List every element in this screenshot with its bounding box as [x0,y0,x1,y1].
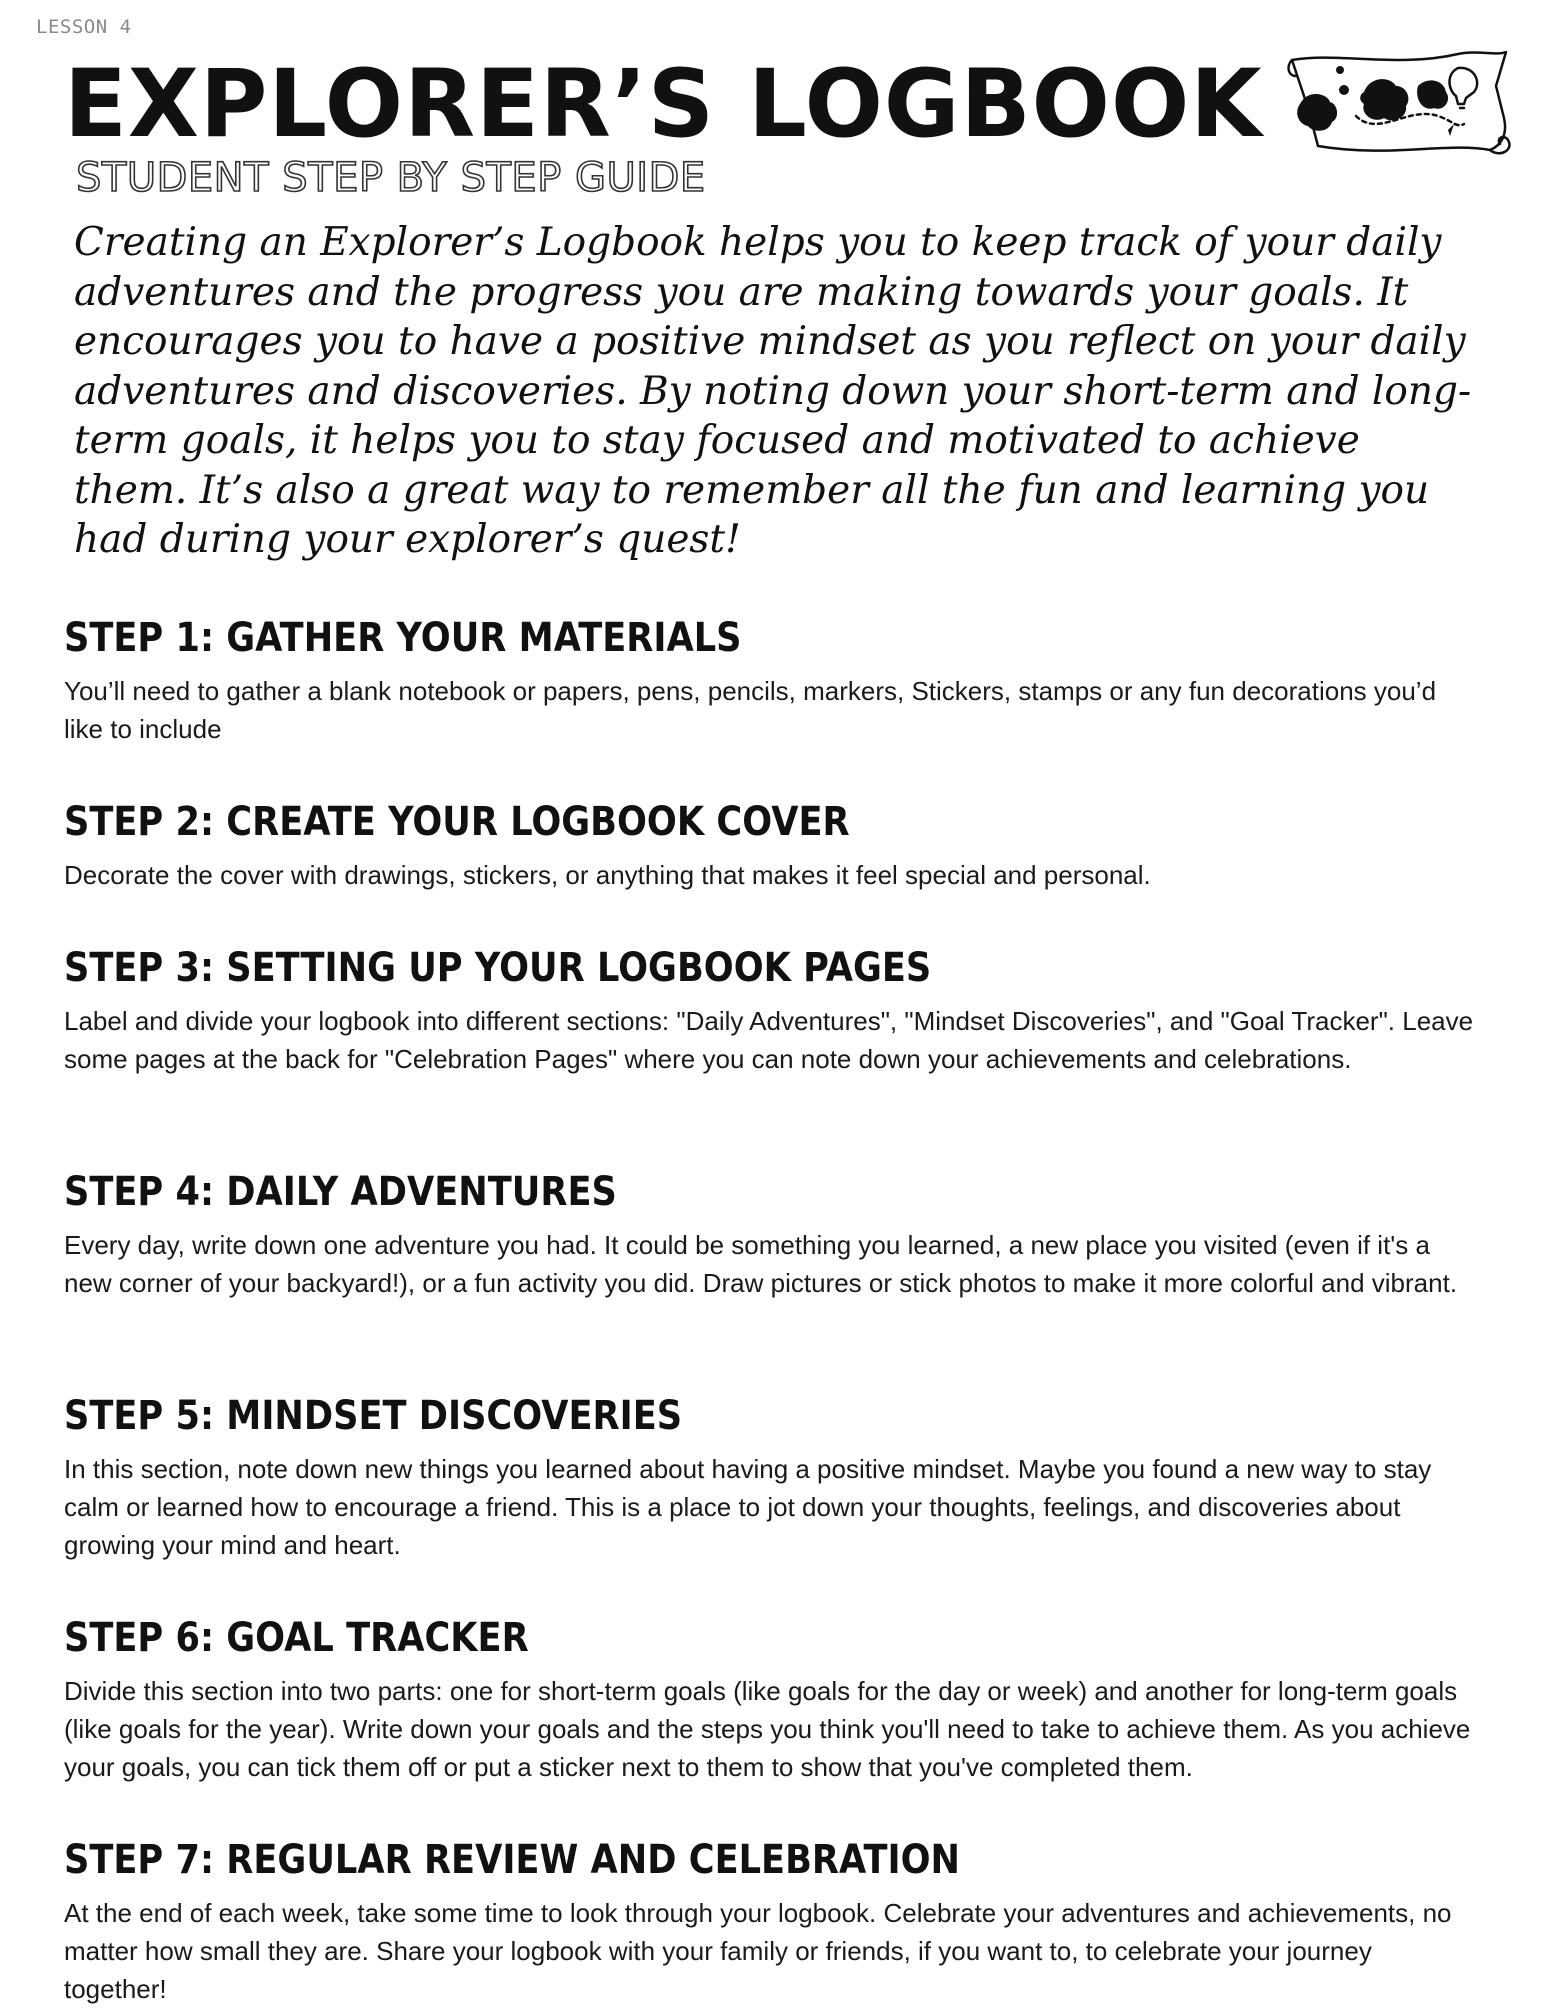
step-3-heading: STEP 3: SETTING UP YOUR LOGBOOK PAGES [64,945,932,991]
step-6 [64,1614,1474,1786]
step-6-heading: STEP 6: GOAL TRACKER [64,1615,529,1661]
step-1-heading: STEP 1: GATHER YOUR MATERIALS [64,615,742,661]
page-subtitle: STUDENT STEP BY STEP GUIDE [76,155,706,201]
step-4 [64,1168,1474,1302]
step-4-body: Every day, write down one adventure you had. It could be something you learned, a new place you visited (even if it's a new corner of your backyard!), or a fun activity you did. Draw pictures or stick photos to make it more colorful and vibrant. [64,1230,1458,1298]
step-5-heading: STEP 5: MINDSET DISCOVERIES [64,1393,683,1439]
step-7-heading: STEP 7: REGULAR REVIEW AND CELEBRATION [64,1837,961,1883]
step-3-body: Label and divide your logbook into different sections: "Daily Adventures", "Mindset Discoveries", and "Goal Tracker". Leave some pages at the back for "Celebration Pages" where you can note down your achievements and celebrations. [64,1006,1474,1074]
step-3 [64,944,1474,1078]
step-6-body: Divide this section into two parts: one for short-term goals (like goals for the day or week) and another for long-term goals (like goals for the year). Write down your goals and the steps you think you'll need to take to achieve them. As you achieve your goals, you can tick them off or put a sticker next to them to show that you've completed them. [64,1676,1471,1782]
step-5-body: In this section, note down new things you learned about having a positive mindset. Maybe you found a new way to stay calm or learned how to encourage a friend. This is a place to jot down your thoughts, feelings, and discoveries about growing your mind and heart. [64,1454,1432,1560]
step-2-heading: STEP 2: CREATE YOUR LOGBOOK COVER [64,799,850,845]
step-7 [64,1836,1474,2008]
step-4-heading: STEP 4: DAILY ADVENTURES [64,1169,617,1215]
treasure-map-icon [1278,46,1516,162]
step-1-body: You’ll need to gather a blank notebook or papers, pens, pencils, markers, Stickers, stamps or any fun decorations you’d like to include [64,676,1437,744]
step-2-body: Decorate the cover with drawings, stickers, or anything that makes it feel special and personal. [64,860,1151,890]
intro-paragraph: Creating an Explorer’s Logbook helps you to keep track of your daily adventures and the progress you are making towards your goals. It encourages you to have a positive mindset as you reflect on your daily adventures and discoveries. By noting down your short-term and long-term goals, it helps you to stay focused and motivated to achieve them. It’s also a great way to remember all the fun and learning you had during your explorer’s quest! [74,220,1472,562]
step-1 [64,614,1474,748]
page-title: EXPLORER’S LOGBOOK [64,50,1263,159]
lesson-label: LESSON 4 [36,16,132,38]
step-7-body: At the end of each week, take some time to look through your logbook. Celebrate your adventures and achievements, no matter how small they are. Share your logbook with your family or friends, if you want to, to celebrate your journey together! [64,1898,1452,2004]
step-5 [64,1392,1474,1564]
step-2 [64,798,1474,894]
